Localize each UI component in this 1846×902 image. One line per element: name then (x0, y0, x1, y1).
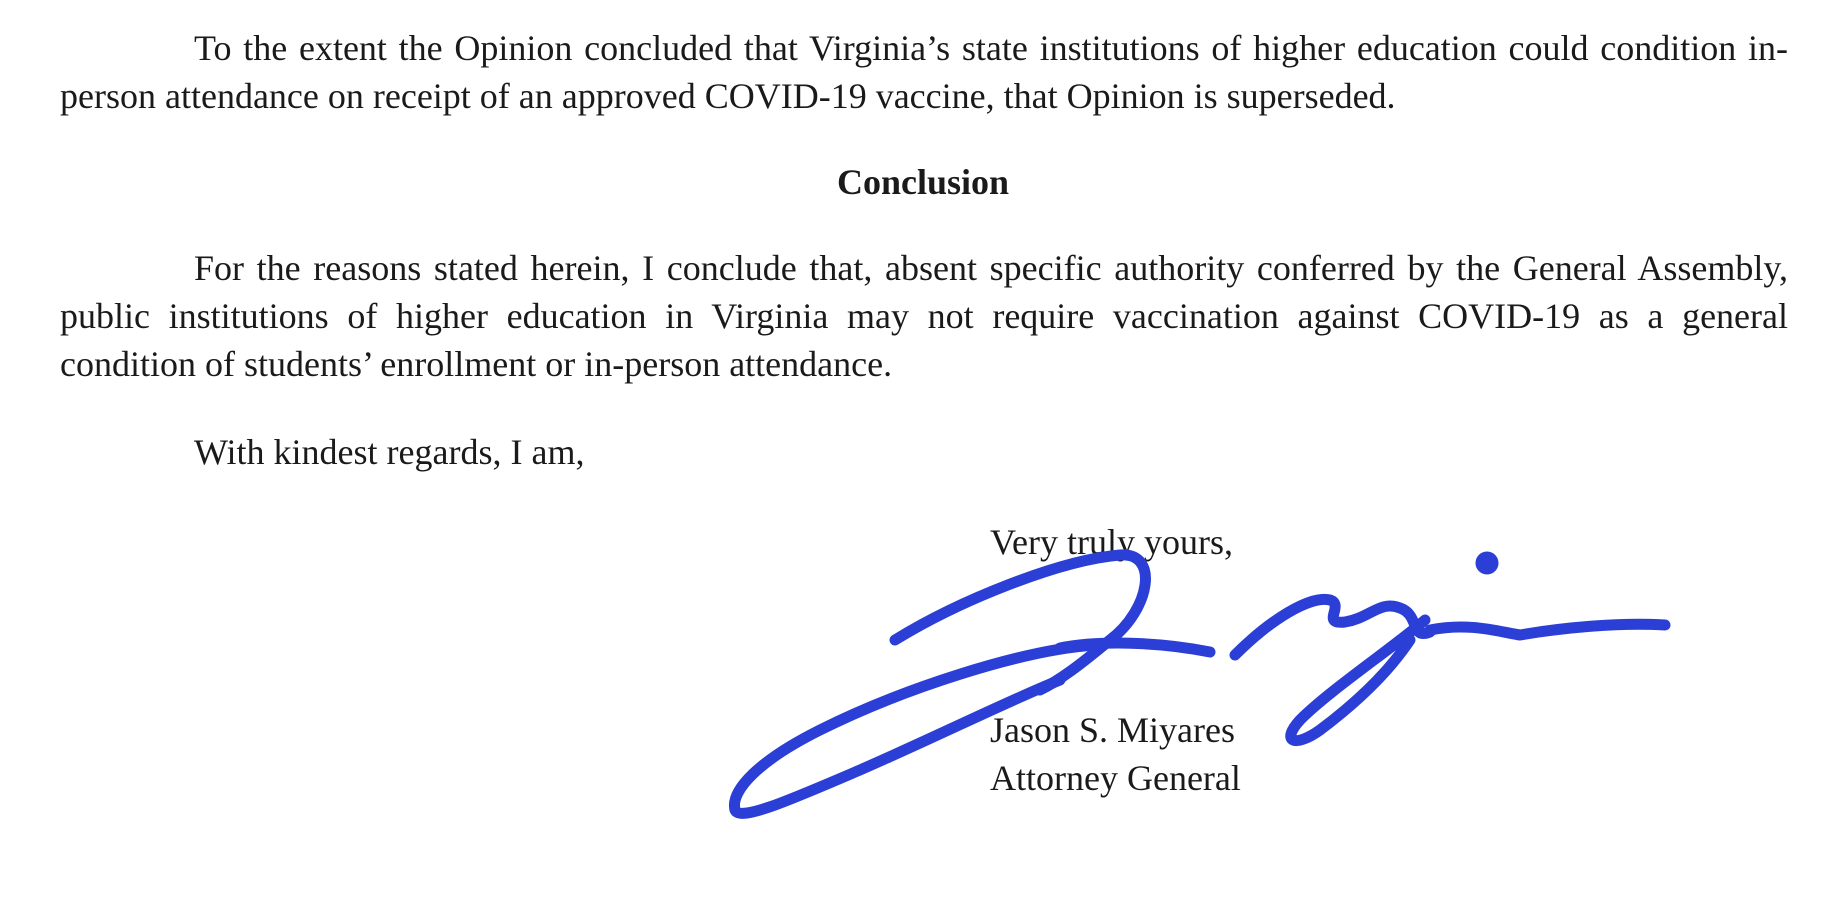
signature-stroke (1291, 620, 1425, 741)
signature-dot (1481, 557, 1493, 569)
closing-line: With kindest regards, I am, (194, 432, 585, 472)
signer-name: Jason S. Miyares (990, 710, 1235, 750)
signature-stroke (1060, 643, 1210, 652)
section-heading-conclusion: Conclusion (836, 162, 1010, 202)
signature-stroke (1430, 624, 1665, 635)
signer-title: Attorney General (990, 758, 1241, 798)
body-paragraph-superseded: To the extent the Opinion concluded that Virginia’s state institutions of higher education could condition in-person attendance on receipt of an approved COVID-19 vaccine, that Opinion is superseded. (60, 28, 1788, 116)
valediction: Very truly yours, (990, 522, 1233, 562)
signature-stroke (1235, 599, 1430, 655)
signature-stroke (895, 555, 1145, 690)
body-paragraph-conclusion: For the reasons stated herein, I conclude that, absent specific authority conferred by the General Assembly, public institutions of higher education in Virginia may not require vaccination against COVID-19 as a general condition of students’ enrollment or in-person attendance. (60, 248, 1788, 384)
